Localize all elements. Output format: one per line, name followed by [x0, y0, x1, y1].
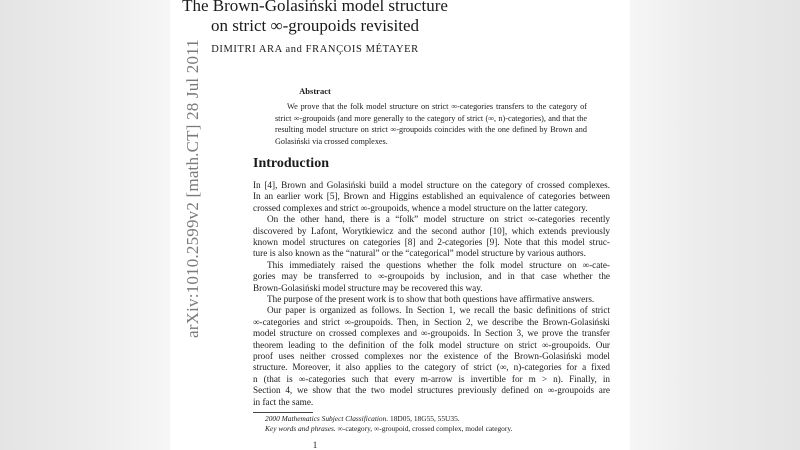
section-title: Introduction — [253, 156, 329, 171]
page-number: 1 — [312, 440, 318, 450]
body-line: ture is also known as the “natural” or the “categorical” model structure by various authors. — [253, 248, 586, 259]
body-line: In [4], Brown and Golasiński build a model structure on the category of crossed complexes. — [253, 180, 610, 190]
footnote-1 — [265, 414, 460, 424]
body-line: known model structures on categories [8] and 2-categories [9]. Note that this model struc- — [253, 237, 610, 247]
footnote-2 — [265, 424, 512, 434]
footnote-1-value: 18D05, 18G55, 55U35. — [390, 414, 460, 423]
footnote-2-value: ∞-category, ∞-groupoid, crossed complex, model category. — [335, 424, 513, 433]
body-line: in fact the same. — [253, 396, 314, 407]
body-line: ∞-categories and strict ∞-groupoids. Then, in Section 2, we describe the Brown-Golasiński — [253, 316, 610, 327]
body-line: This immediately raised the questions whether the folk model structure on ∞-cate- — [267, 259, 610, 270]
abstract-text: We prove that the folk model structure on strict ∞-categories transfers to the category of strict ∞-groupoids (and more generally to the category of strict (∞, n)-categories), and that the resulting model structure on strict ∞-groupoids coincides with the one defined by Brown and Golasiński via crossed complexes. — [275, 102, 587, 146]
paper-title-line-2: on strict ∞-groupoids revisited — [210, 16, 420, 35]
body-line: model structure on crossed complexes and ∞-groupoids. In Section 3, we prove the transfer — [253, 328, 610, 339]
body-line: crossed complexes and strict ∞-groupoids, whence a model structure on the latter category. — [253, 202, 588, 213]
body-line: Brown-Golasiński model structure may be recovered this way. — [253, 282, 483, 293]
right-background — [630, 0, 800, 450]
body-line: The purpose of the present work is to show that both questions have affirmative answers. — [267, 294, 595, 304]
body-line: theorem leading to the definition of the folk model structure on strict ∞-groupoids. Our — [253, 339, 610, 350]
abstract-heading: Abstract — [299, 86, 331, 96]
arxiv-identifier-stamp: arXiv:1010.2599v2 [math.CT] 28 Jul 2011 — [183, 39, 202, 338]
body-line: gories may be transferred to ∞-groupoids by inclusion, and in that case whether the — [253, 271, 610, 282]
body-line: n (that is ∞-categories such that every m-arrow is invertible for m > n). Finally, in — [253, 373, 610, 384]
authors: DIMITRI ARA and FRANÇOIS MÉTAYER — [211, 44, 419, 55]
paper-title-line-1: The Brown-Golasiński model structure — [182, 0, 448, 15]
left-background — [0, 0, 170, 450]
footnote-1-label: 2000 Mathematics Subject Classification. — [265, 414, 389, 423]
body-line: structure. Moreover, it also applies to the category of strict (∞, n)-categories for a fixed — [253, 362, 610, 373]
body-line: Section 4, we show that the two model structures previously defined on ∞-groupoids are — [253, 385, 610, 396]
body-line: discovered by Lafont, Worytkiewicz and the second author [10], which extends previously — [253, 225, 610, 236]
body-line: proof uses neither crossed complexes nor the existence of the Brown-Golasiński model — [253, 351, 610, 361]
body-line: On the other hand, there is a “folk” model structure on strict ∞-categories recently — [267, 214, 610, 225]
body-line: In an earlier work [5], Brown and Higgins established an equivalence of categories between — [253, 191, 610, 202]
footnote-rule — [253, 412, 313, 413]
footnote-2-label: Key words and phrases. — [265, 424, 336, 433]
body-line: Our paper is organized as follows. In Section 1, we recall the basic definitions of strict — [267, 305, 610, 316]
